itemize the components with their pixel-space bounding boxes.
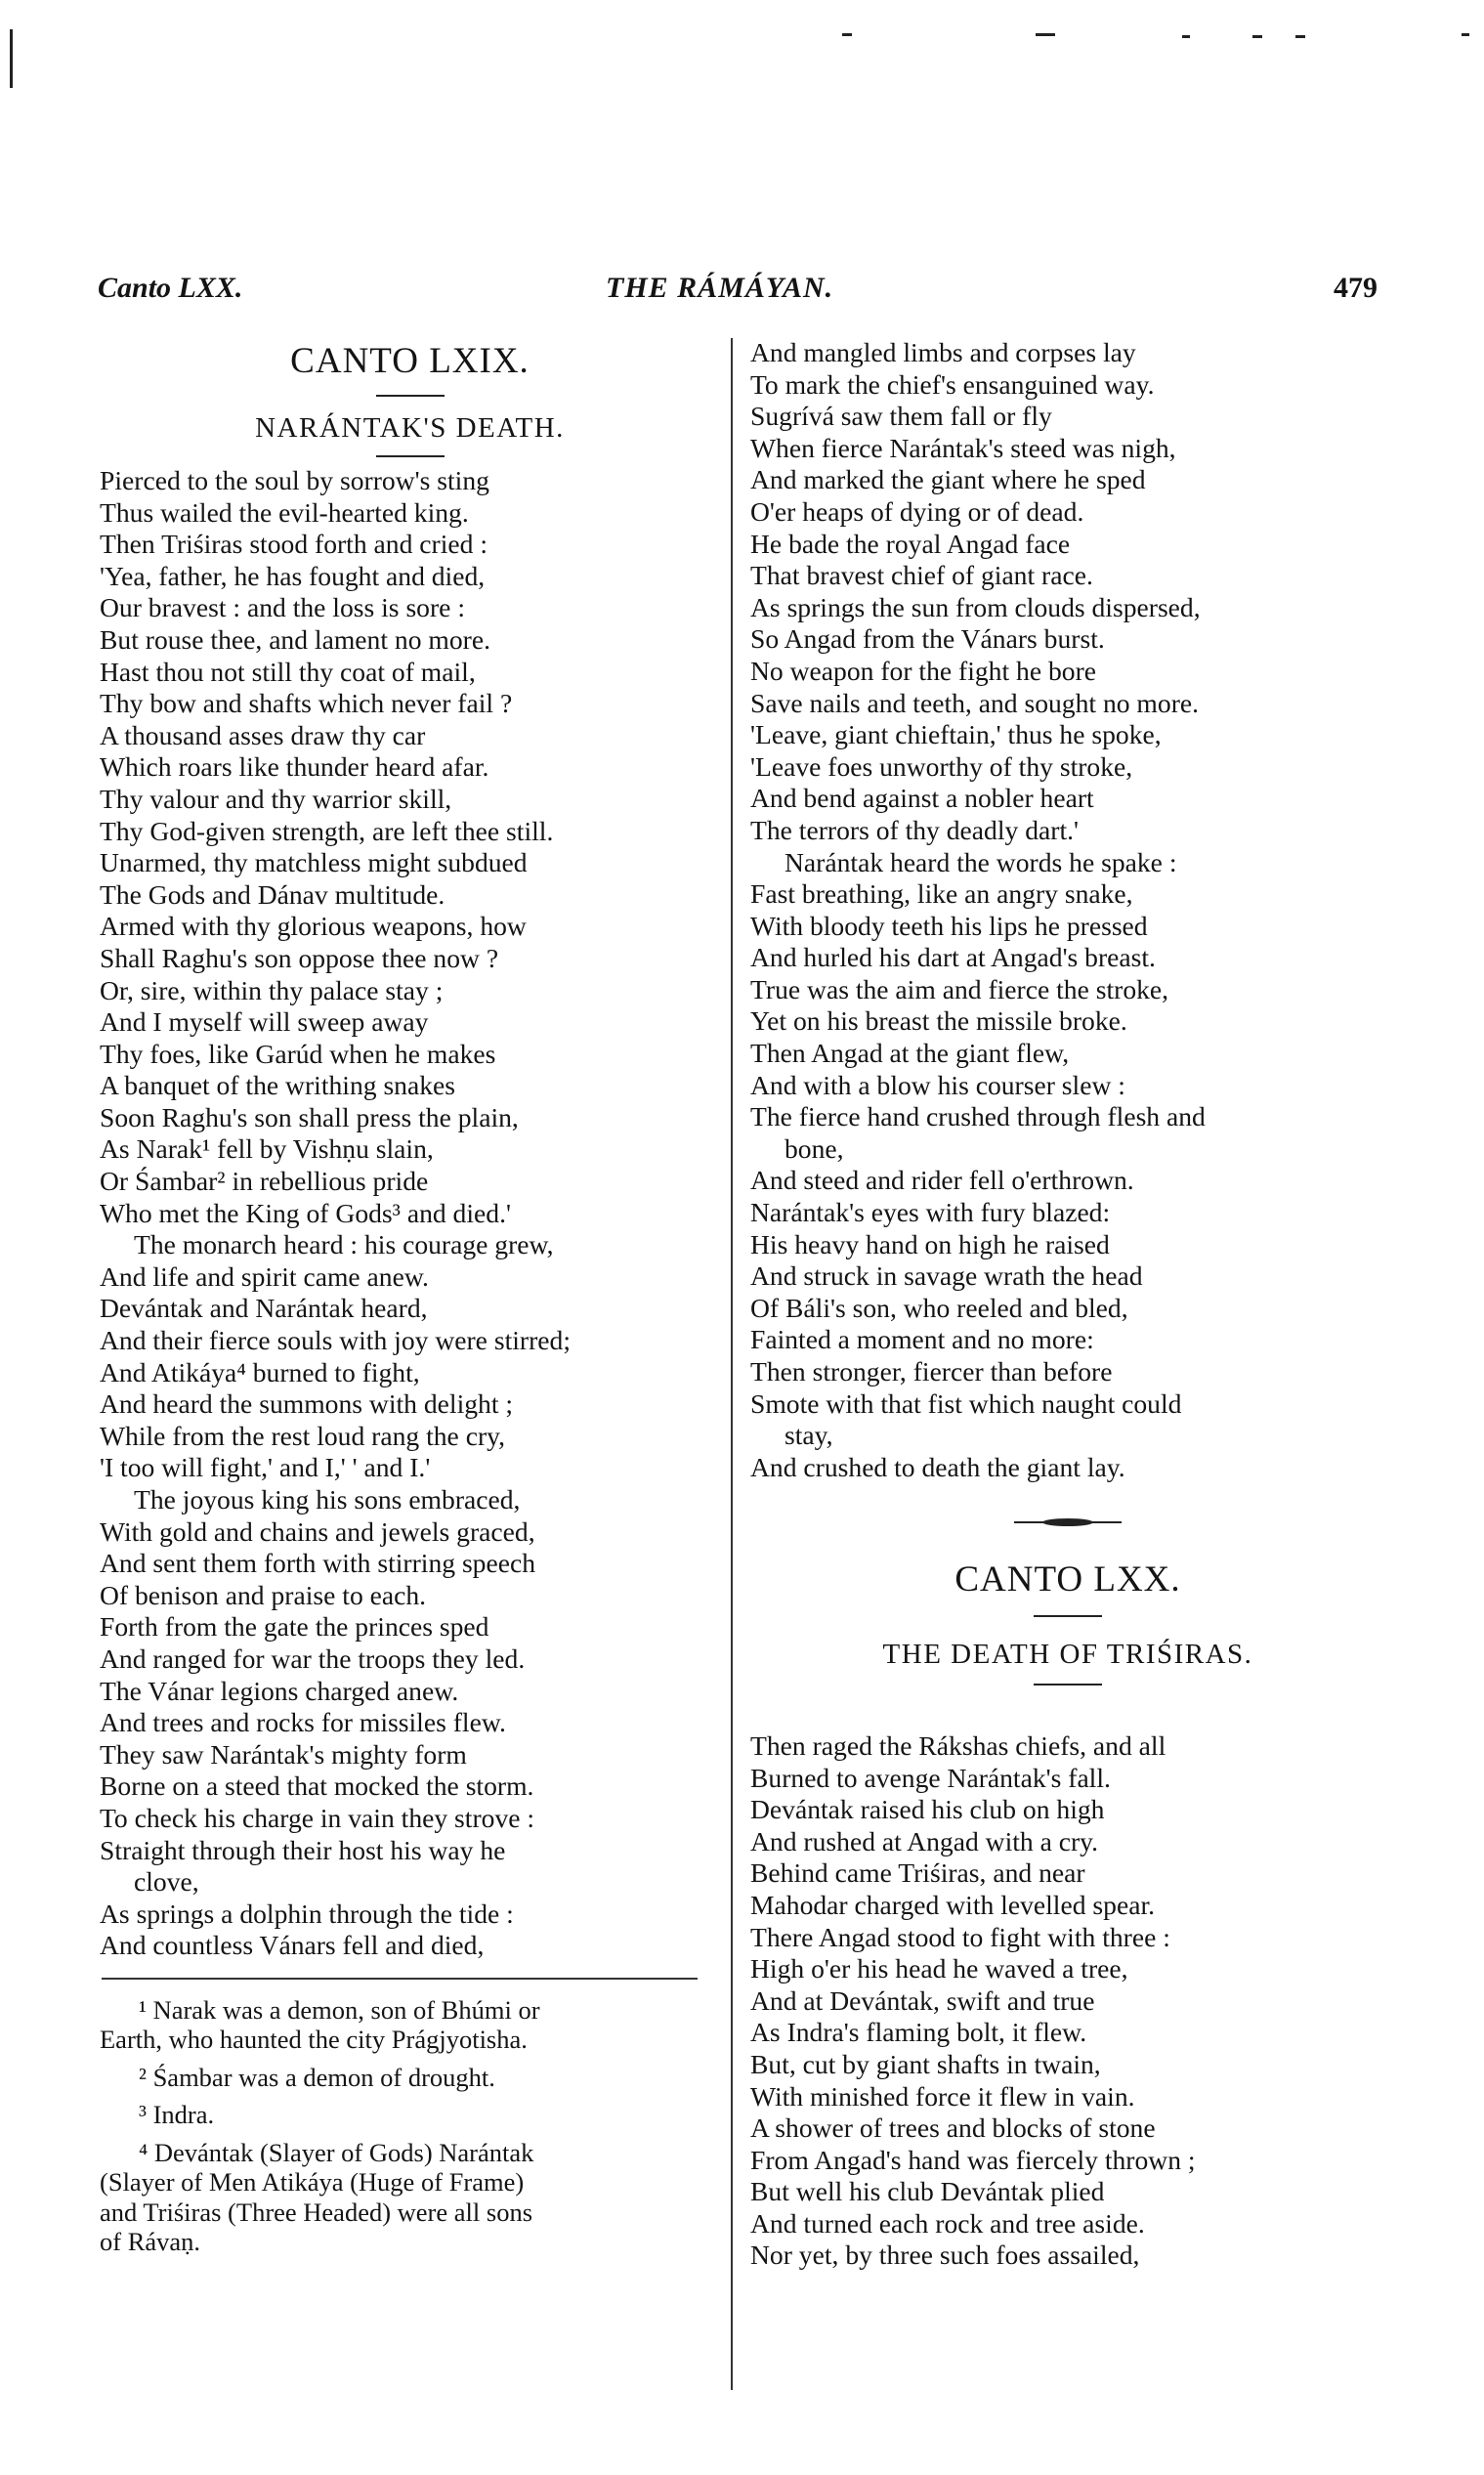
title-rule-2 (1034, 1615, 1102, 1617)
poem-lines-right-bottom (750, 1730, 1385, 2272)
scan-dash-mark (1252, 35, 1262, 38)
verse-line: The Vánar legions charged anew. (100, 1675, 459, 1706)
verse-line: Borne on a steed that mocked the storm. (100, 1771, 534, 1802)
verse-line: While from the rest loud rang the cry, (100, 1420, 506, 1451)
verse-line: And Atikáya⁴ burned to fight, (100, 1356, 420, 1387)
verse-line: 'Leave, giant chieftain,' thus he spoke, (750, 719, 1162, 750)
verse-line: From Angad's hand was fiercely thrown ; (750, 2144, 1196, 2175)
footnote-line: of Rávaṇ. (100, 2227, 201, 2257)
verse-line: Thy God-given strength, are left thee still. (100, 815, 554, 846)
verse-line: O'er heaps of dying or of dead. (750, 495, 1084, 527)
verse-line: Thy valour and thy warrior skill, (100, 783, 452, 814)
verse-line: Thy bow and shafts which never fail ? (100, 688, 513, 719)
verse-line: And trees and rocks for missiles flew. (100, 1707, 506, 1738)
verse-line: A banquet of the writhing snakes (100, 1070, 456, 1101)
verse-line: That bravest chief of giant race. (750, 560, 1093, 591)
verse-line: Forth from the gate the princes sped (100, 1611, 489, 1643)
scan-dash-mark (1036, 33, 1055, 36)
poem-lines-right-top (750, 337, 1385, 1483)
footnotes (100, 1995, 720, 2257)
verse-line: As Narak¹ fell by Vishṇu slain, (100, 1133, 434, 1165)
verse-line: Thus wailed the evil-hearted king. (100, 496, 469, 528)
verse-line: The monarch heard : his courage grew, (134, 1229, 554, 1260)
verse-line: And steed and rider fell o'erthrown. (750, 1165, 1134, 1196)
canto-title-lxx: CANTO LXX. (954, 1558, 1181, 1600)
verse-line: 'Leave foes unworthy of thy stroke, (750, 750, 1133, 782)
verse-line: And crushed to death the giant lay. (750, 1451, 1125, 1482)
verse-line: The terrors of thy deadly dart.' (750, 814, 1079, 845)
footnote-line: ¹ Narak was a demon, son of Bhúmi or (139, 1994, 540, 2025)
verse-line: Straight through their host his way he (100, 1834, 506, 1865)
verse-line: Thy foes, like Garúd when he makes (100, 1038, 496, 1069)
running-header (98, 272, 1378, 320)
verse-line: Devántak and Narántak heard, (100, 1293, 428, 1324)
verse-line: stay, (784, 1420, 833, 1451)
verse-line: Then Triśiras stood forth and cried : (100, 529, 488, 560)
verse-line: To mark the chief's ensanguined way. (750, 368, 1155, 400)
verse-line: And turned each rock and tree aside. (750, 2207, 1145, 2239)
verse-line: And hurled his dart at Angad's breast. (750, 942, 1156, 973)
scan-dash-mark (1295, 35, 1305, 38)
footnote-line: and Triśiras (Three Headed) were all sons (100, 2197, 533, 2227)
verse-line: But rouse thee, and lament no more. (100, 623, 491, 655)
footnote-line: ³ Indra. (139, 2100, 215, 2130)
footnote (100, 2063, 720, 2093)
verse-line: Or, sire, within thy palace stay ; (100, 974, 444, 1005)
verse-line: Narántak's eyes with fury blazed: (750, 1197, 1111, 1228)
verse-line: And with a blow his courser slew : (750, 1069, 1125, 1100)
page-number: 479 (1334, 272, 1378, 304)
subtitle-narantak-death: NARÁNTAK'S DEATH. (255, 412, 565, 444)
verse-line: 'I too will fight,' and I,' ' and I.' (100, 1452, 431, 1483)
verse-line: When fierce Narántak's steed was nigh, (750, 432, 1176, 463)
verse-line: Nor yet, by three such foes assailed, (750, 2240, 1140, 2271)
verse-line: Hast thou not still thy coat of mail, (100, 656, 476, 687)
title-rule (376, 395, 445, 397)
column-divider (731, 338, 733, 2390)
verse-line: As Indra's flaming bolt, it flew. (750, 2017, 1087, 2048)
verse-line: And life and spirit came anew. (100, 1260, 429, 1292)
right-column (750, 337, 1385, 2272)
header-title: THE RÁMÁYAN. (606, 272, 834, 304)
verse-line: They saw Narántak's mighty form (100, 1738, 467, 1770)
verse-line: And ranged for war the troops they led. (100, 1643, 526, 1674)
verse-line: Save nails and teeth, and sought no more. (750, 687, 1200, 718)
footnote (100, 1995, 720, 2055)
verse-line: And bend against a nobler heart (750, 783, 1094, 814)
verse-line: Pierced to the soul by sorrow's sting (100, 465, 489, 495)
verse-line: He bade the royal Angad face (750, 528, 1071, 559)
footnote (100, 2100, 720, 2130)
verse-line: Soon Raghu's son shall press the plain, (100, 1101, 519, 1132)
subtitle-rule (376, 455, 445, 457)
verse-line: And rushed at Angad with a cry. (750, 1825, 1099, 1856)
verse-line: And I myself will sweep away (100, 1006, 429, 1038)
verse-line: No weapon for the fight he bore (750, 655, 1097, 686)
verse-line: And at Devántak, swift and true (750, 1984, 1095, 2016)
verse-line: bone, (784, 1132, 844, 1164)
verse-line: Sugrívá saw them fall or fly (750, 401, 1052, 432)
verse-line: A thousand asses draw thy car (100, 719, 426, 750)
scan-edge-mark (10, 29, 13, 88)
verse-line: Which roars like thunder heard afar. (100, 751, 489, 783)
verse-line: With gold and chains and jewels graced, (100, 1515, 535, 1547)
verse-line: Fast breathing, like an angry snake, (750, 878, 1133, 910)
footnote-line: Earth, who haunted the city Prágjyotisha. (100, 2025, 528, 2055)
subtitle-rule-2 (1034, 1684, 1102, 1686)
canto-title-lxix: CANTO LXIX. (290, 341, 530, 381)
verse-line: The joyous king his sons embraced, (134, 1484, 521, 1515)
verse-line: Unarmed, thy matchless might subdued (100, 847, 528, 878)
verse-line: Who met the King of Gods³ and died.' (100, 1197, 511, 1228)
verse-line: As springs the sun from clouds dispersed, (750, 591, 1201, 622)
scan-dash-mark (1182, 35, 1190, 38)
verse-line: Devántak raised his club on high (750, 1794, 1105, 1825)
verse-line: To check his charge in vain they strove : (100, 1802, 535, 1833)
footnote-line: (Slayer of Men Atikáya (Huge of Frame) (100, 2167, 525, 2198)
verse-line: But well his club Devántak plied (750, 2176, 1105, 2207)
verse-line: With minished force it flew in vain. (750, 2080, 1135, 2112)
verse-line: So Angad from the Vánars burst. (750, 623, 1105, 655)
verse-line: There Angad stood to fight with three : (750, 1921, 1170, 1952)
verse-line: And their fierce souls with joy were stirred; (100, 1325, 571, 1356)
verse-line: High o'er his head he waved a tree, (750, 1953, 1128, 1984)
verse-line: 'Yea, father, he has fought and died, (100, 560, 486, 591)
verse-line: Armed with thy glorious weapons, how (100, 911, 527, 942)
ornament-rule-icon (1014, 1517, 1122, 1527)
header-canto: Canto LXX. (98, 272, 243, 304)
verse-line: And marked the giant where he sped (750, 464, 1146, 495)
verse-line: Yet on his breast the missile broke. (750, 1005, 1127, 1037)
verse-line: But, cut by giant shafts in twain, (750, 2048, 1101, 2079)
verse-line: Then stronger, fiercer than before (750, 1356, 1113, 1387)
verse-line: And heard the summons with delight ; (100, 1388, 514, 1420)
poem-lines-left (100, 465, 720, 1962)
verse-line: The Gods and Dánav multitude. (100, 878, 445, 910)
left-column (100, 340, 720, 2265)
footnote (100, 2138, 720, 2257)
scan-dash-mark (1462, 33, 1469, 36)
verse-line: Of Báli's son, who reeled and bled, (750, 1292, 1128, 1323)
verse-line: Of benison and praise to each. (100, 1579, 427, 1610)
verse-line: And struck in savage wrath the head (750, 1260, 1143, 1292)
verse-line: Burned to avenge Narántak's fall. (750, 1762, 1111, 1793)
verse-line: A shower of trees and blocks of stone (750, 2112, 1156, 2144)
verse-line: And mangled limbs and corpses lay (750, 337, 1136, 367)
footnote-rule (102, 1978, 698, 1980)
verse-line: Behind came Triśiras, and near (750, 1857, 1085, 1889)
verse-line: Shall Raghu's son oppose thee now ? (100, 942, 499, 973)
verse-line: And countless Vánars fell and died, (100, 1930, 485, 1961)
verse-line: Fainted a moment and no more: (750, 1324, 1094, 1355)
verse-line: Then raged the Rákshas chiefs, and all (750, 1729, 1166, 1761)
verse-line: Narántak heard the words he spake : (784, 846, 1177, 877)
verse-line: Then Angad at the giant flew, (750, 1038, 1070, 1069)
verse-line: Our bravest : and the loss is sore : (100, 592, 465, 623)
verse-line: Or Śambar² in rebellious pride (100, 1166, 429, 1197)
verse-line: As springs a dolphin through the tide : (100, 1898, 514, 1929)
verse-line: The fierce hand crushed through flesh and (750, 1101, 1206, 1132)
verse-line: Mahodar charged with levelled spear. (750, 1889, 1156, 1920)
verse-line: Smote with that fist which naught could (750, 1387, 1182, 1419)
verse-line: clove, (134, 1866, 199, 1898)
verse-line: With bloody teeth his lips he pressed (750, 910, 1148, 941)
footnote-line: ⁴ Devántak (Slayer of Gods) Narántak (139, 2137, 534, 2167)
verse-line: True was the aim and fierce the stroke, (750, 973, 1169, 1004)
verse-line: And sent them forth with stirring speech (100, 1548, 536, 1579)
subtitle-trisiras-death: THE DEATH OF TRIŚIRAS. (882, 1638, 1253, 1670)
section-ornament (750, 1503, 1385, 1535)
scan-dash-mark (842, 33, 852, 36)
footnote-line: ² Śambar was a demon of drought. (139, 2062, 495, 2092)
verse-line: His heavy hand on high he raised (750, 1228, 1110, 1259)
